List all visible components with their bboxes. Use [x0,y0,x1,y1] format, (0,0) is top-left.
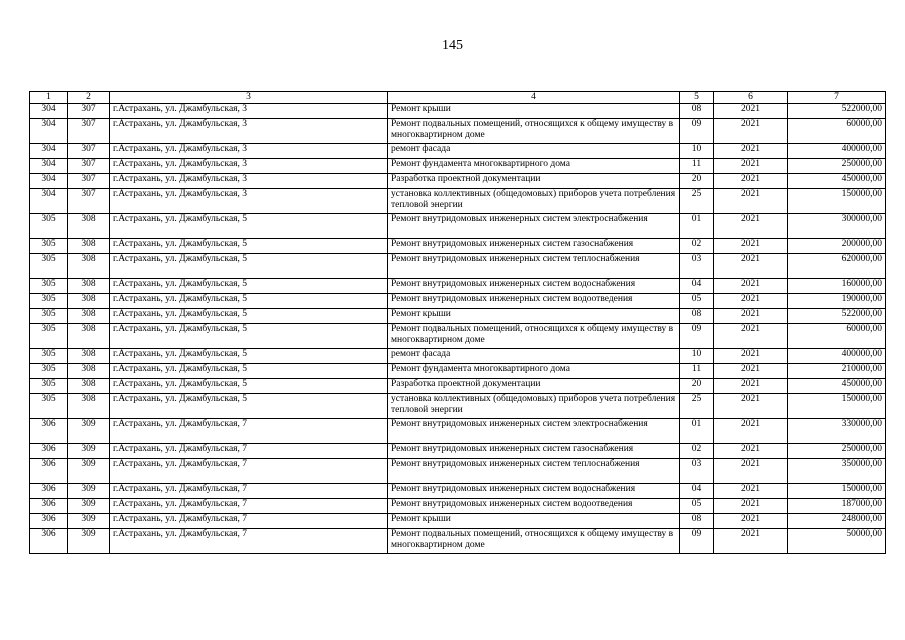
year-cell: 2021 [714,349,788,364]
work-code-cell: 05 [680,499,714,514]
column-header: 1 [30,92,68,104]
table-row [30,189,886,214]
work-code-cell: 25 [680,394,714,419]
house-number-cell: 308 [68,379,110,394]
work-type-cell: Ремонт внутридомовых инженерных систем электроснабжения [388,214,680,239]
house-number-cell: 308 [68,394,110,419]
cost-cell: 160000,00 [788,279,886,294]
year-cell: 2021 [714,279,788,294]
cost-cell: 60000,00 [788,119,886,144]
year-cell: 2021 [714,419,788,444]
table-row [30,459,886,484]
table-row [30,444,886,459]
row-number-cell: 306 [30,529,68,554]
work-code-cell: 01 [680,419,714,444]
address-cell: г.Астрахань, ул. Джамбульская, 5 [110,214,388,239]
row-number-cell: 305 [30,239,68,254]
row-number-cell: 306 [30,484,68,499]
work-type-cell: Ремонт внутридомовых инженерных систем теплоснабжения [388,459,680,484]
table-row [30,499,886,514]
address-cell: г.Астрахань, ул. Джамбульская, 3 [110,174,388,189]
column-header: 3 [110,92,388,104]
address-cell: г.Астрахань, ул. Джамбульская, 3 [110,189,388,214]
house-number-cell: 308 [68,239,110,254]
work-type-cell: Ремонт фундамента многоквартирного дома [388,159,680,174]
work-type-cell: Ремонт внутридомовых инженерных систем водоснабжения [388,279,680,294]
house-number-cell: 307 [68,119,110,144]
column-header: 6 [714,92,788,104]
house-number-cell: 307 [68,144,110,159]
column-header: 4 [388,92,680,104]
cost-cell: 300000,00 [788,214,886,239]
year-cell: 2021 [714,159,788,174]
cost-cell: 450000,00 [788,379,886,394]
column-header: 2 [68,92,110,104]
address-cell: г.Астрахань, ул. Джамбульская, 7 [110,444,388,459]
address-cell: г.Астрахань, ул. Джамбульская, 7 [110,419,388,444]
cost-cell: 60000,00 [788,324,886,349]
house-number-cell: 309 [68,529,110,554]
work-code-cell: 02 [680,239,714,254]
table-row [30,159,886,174]
work-code-cell: 04 [680,279,714,294]
house-number-cell: 308 [68,254,110,279]
house-number-cell: 308 [68,349,110,364]
house-number-cell: 309 [68,514,110,529]
year-cell: 2021 [714,529,788,554]
row-number-cell: 306 [30,499,68,514]
year-cell: 2021 [714,514,788,529]
address-cell: г.Астрахань, ул. Джамбульская, 5 [110,294,388,309]
work-type-cell: Ремонт подвальных помещений, относящихся к общему имуществу в многоквартирном доме [388,529,680,554]
work-code-cell: 11 [680,364,714,379]
table-row [30,239,886,254]
table-row [30,309,886,324]
house-number-cell: 308 [68,279,110,294]
table-body [30,104,886,554]
table-row [30,104,886,119]
work-code-cell: 03 [680,459,714,484]
address-cell: г.Астрахань, ул. Джамбульская, 3 [110,104,388,119]
year-cell: 2021 [714,484,788,499]
year-cell: 2021 [714,174,788,189]
column-header: 7 [788,92,886,104]
address-cell: г.Астрахань, ул. Джамбульская, 5 [110,239,388,254]
address-cell: г.Астрахань, ул. Джамбульская, 5 [110,324,388,349]
table-row [30,324,886,349]
address-cell: г.Астрахань, ул. Джамбульская, 7 [110,484,388,499]
work-type-cell: Ремонт внутридомовых инженерных систем водоснабжения [388,484,680,499]
address-cell: г.Астрахань, ул. Джамбульская, 5 [110,349,388,364]
cost-cell: 620000,00 [788,254,886,279]
cost-cell: 400000,00 [788,144,886,159]
year-cell: 2021 [714,144,788,159]
cost-cell: 330000,00 [788,419,886,444]
row-number-cell: 305 [30,309,68,324]
work-code-cell: 25 [680,189,714,214]
row-number-cell: 306 [30,514,68,529]
year-cell: 2021 [714,459,788,484]
row-number-cell: 305 [30,294,68,309]
work-type-cell: Ремонт крыши [388,514,680,529]
cost-cell: 248000,00 [788,514,886,529]
cost-cell: 210000,00 [788,364,886,379]
cost-cell: 250000,00 [788,159,886,174]
work-code-cell: 10 [680,144,714,159]
house-number-cell: 308 [68,214,110,239]
work-type-cell: Ремонт внутридомовых инженерных систем водоотведения [388,499,680,514]
house-number-cell: 307 [68,174,110,189]
work-code-cell: 20 [680,379,714,394]
address-cell: г.Астрахань, ул. Джамбульская, 5 [110,254,388,279]
house-number-cell: 309 [68,459,110,484]
row-number-cell: 304 [30,189,68,214]
house-number-cell: 307 [68,104,110,119]
work-type-cell: Ремонт внутридомовых инженерных систем теплоснабжения [388,254,680,279]
cost-cell: 250000,00 [788,444,886,459]
address-cell: г.Астрахань, ул. Джамбульская, 5 [110,309,388,324]
address-cell: г.Астрахань, ул. Джамбульская, 5 [110,394,388,419]
row-number-cell: 305 [30,394,68,419]
work-code-cell: 11 [680,159,714,174]
work-code-cell: 09 [680,529,714,554]
house-number-cell: 308 [68,309,110,324]
cost-cell: 187000,00 [788,499,886,514]
table-row [30,174,886,189]
table-row [30,254,886,279]
year-cell: 2021 [714,499,788,514]
address-cell: г.Астрахань, ул. Джамбульская, 5 [110,279,388,294]
work-code-cell: 04 [680,484,714,499]
table-row [30,529,886,554]
work-type-cell: установка коллективных (общедомовых) приборов учета потребления тепловой энергии [388,394,680,419]
address-cell: г.Астрахань, ул. Джамбульская, 5 [110,379,388,394]
work-type-cell: Ремонт подвальных помещений, относящихся к общему имуществу в многоквартирном доме [388,119,680,144]
house-number-cell: 308 [68,324,110,349]
work-type-cell: ремонт фасада [388,349,680,364]
row-number-cell: 305 [30,324,68,349]
house-number-cell: 307 [68,189,110,214]
house-number-cell: 308 [68,294,110,309]
work-code-cell: 09 [680,324,714,349]
table-row [30,514,886,529]
cost-cell: 522000,00 [788,309,886,324]
year-cell: 2021 [714,119,788,144]
work-code-cell: 08 [680,309,714,324]
row-number-cell: 304 [30,104,68,119]
house-number-cell: 309 [68,419,110,444]
work-type-cell: Ремонт подвальных помещений, относящихся к общему имуществу в многоквартирном доме [388,324,680,349]
work-type-cell: Ремонт крыши [388,309,680,324]
work-type-cell: Ремонт крыши [388,104,680,119]
table-row [30,294,886,309]
cost-cell: 190000,00 [788,294,886,309]
row-number-cell: 306 [30,419,68,444]
house-number-cell: 309 [68,444,110,459]
address-cell: г.Астрахань, ул. Джамбульская, 3 [110,119,388,144]
row-number-cell: 304 [30,144,68,159]
year-cell: 2021 [714,254,788,279]
row-number-cell: 306 [30,444,68,459]
cost-cell: 350000,00 [788,459,886,484]
table-row [30,279,886,294]
row-number-cell: 304 [30,159,68,174]
table-row [30,349,886,364]
year-cell: 2021 [714,294,788,309]
work-type-cell: установка коллективных (общедомовых) приборов учета потребления тепловой энергии [388,189,680,214]
work-type-cell: Ремонт внутридомовых инженерных систем электроснабжения [388,419,680,444]
work-code-cell: 08 [680,104,714,119]
table-row [30,419,886,444]
work-code-cell: 10 [680,349,714,364]
work-type-cell: Ремонт внутридомовых инженерных систем газоснабжения [388,444,680,459]
address-cell: г.Астрахань, ул. Джамбульская, 5 [110,364,388,379]
row-number-cell: 305 [30,254,68,279]
house-number-cell: 309 [68,499,110,514]
row-number-cell: 305 [30,214,68,239]
work-code-cell: 02 [680,444,714,459]
year-cell: 2021 [714,444,788,459]
cost-cell: 200000,00 [788,239,886,254]
table-row [30,119,886,144]
row-number-cell: 305 [30,349,68,364]
address-cell: г.Астрахань, ул. Джамбульская, 7 [110,459,388,484]
house-number-cell: 309 [68,484,110,499]
house-number-cell: 308 [68,364,110,379]
work-code-cell: 20 [680,174,714,189]
table-row [30,379,886,394]
year-cell: 2021 [714,364,788,379]
work-code-cell: 01 [680,214,714,239]
work-code-cell: 03 [680,254,714,279]
row-number-cell: 304 [30,174,68,189]
cost-cell: 450000,00 [788,174,886,189]
column-header: 5 [680,92,714,104]
cost-cell: 150000,00 [788,394,886,419]
table-row [30,214,886,239]
table-row [30,394,886,419]
year-cell: 2021 [714,239,788,254]
house-number-cell: 307 [68,159,110,174]
work-type-cell: Разработка проектной документации [388,174,680,189]
work-code-cell: 08 [680,514,714,529]
row-number-cell: 305 [30,379,68,394]
work-code-cell: 05 [680,294,714,309]
table-row [30,144,886,159]
repair-registry-table [29,91,886,554]
row-number-cell: 305 [30,279,68,294]
cost-cell: 400000,00 [788,349,886,364]
address-cell: г.Астрахань, ул. Джамбульская, 7 [110,514,388,529]
year-cell: 2021 [714,394,788,419]
header-row [30,92,886,104]
cost-cell: 150000,00 [788,484,886,499]
row-number-cell: 306 [30,459,68,484]
cost-cell: 150000,00 [788,189,886,214]
work-type-cell: ремонт фасада [388,144,680,159]
row-number-cell: 304 [30,119,68,144]
year-cell: 2021 [714,309,788,324]
address-cell: г.Астрахань, ул. Джамбульская, 7 [110,499,388,514]
year-cell: 2021 [714,379,788,394]
year-cell: 2021 [714,189,788,214]
work-code-cell: 09 [680,119,714,144]
work-type-cell: Ремонт внутридомовых инженерных систем газоснабжения [388,239,680,254]
table-row [30,484,886,499]
address-cell: г.Астрахань, ул. Джамбульская, 7 [110,529,388,554]
cost-cell: 50000,00 [788,529,886,554]
work-type-cell: Ремонт фундамента многоквартирного дома [388,364,680,379]
cost-cell: 522000,00 [788,104,886,119]
work-type-cell: Ремонт внутридомовых инженерных систем водоотведения [388,294,680,309]
address-cell: г.Астрахань, ул. Джамбульская, 3 [110,159,388,174]
page-number: 145 [442,38,463,53]
table-row [30,364,886,379]
work-type-cell: Разработка проектной документации [388,379,680,394]
year-cell: 2021 [714,324,788,349]
year-cell: 2021 [714,104,788,119]
address-cell: г.Астрахань, ул. Джамбульская, 3 [110,144,388,159]
year-cell: 2021 [714,214,788,239]
row-number-cell: 305 [30,364,68,379]
